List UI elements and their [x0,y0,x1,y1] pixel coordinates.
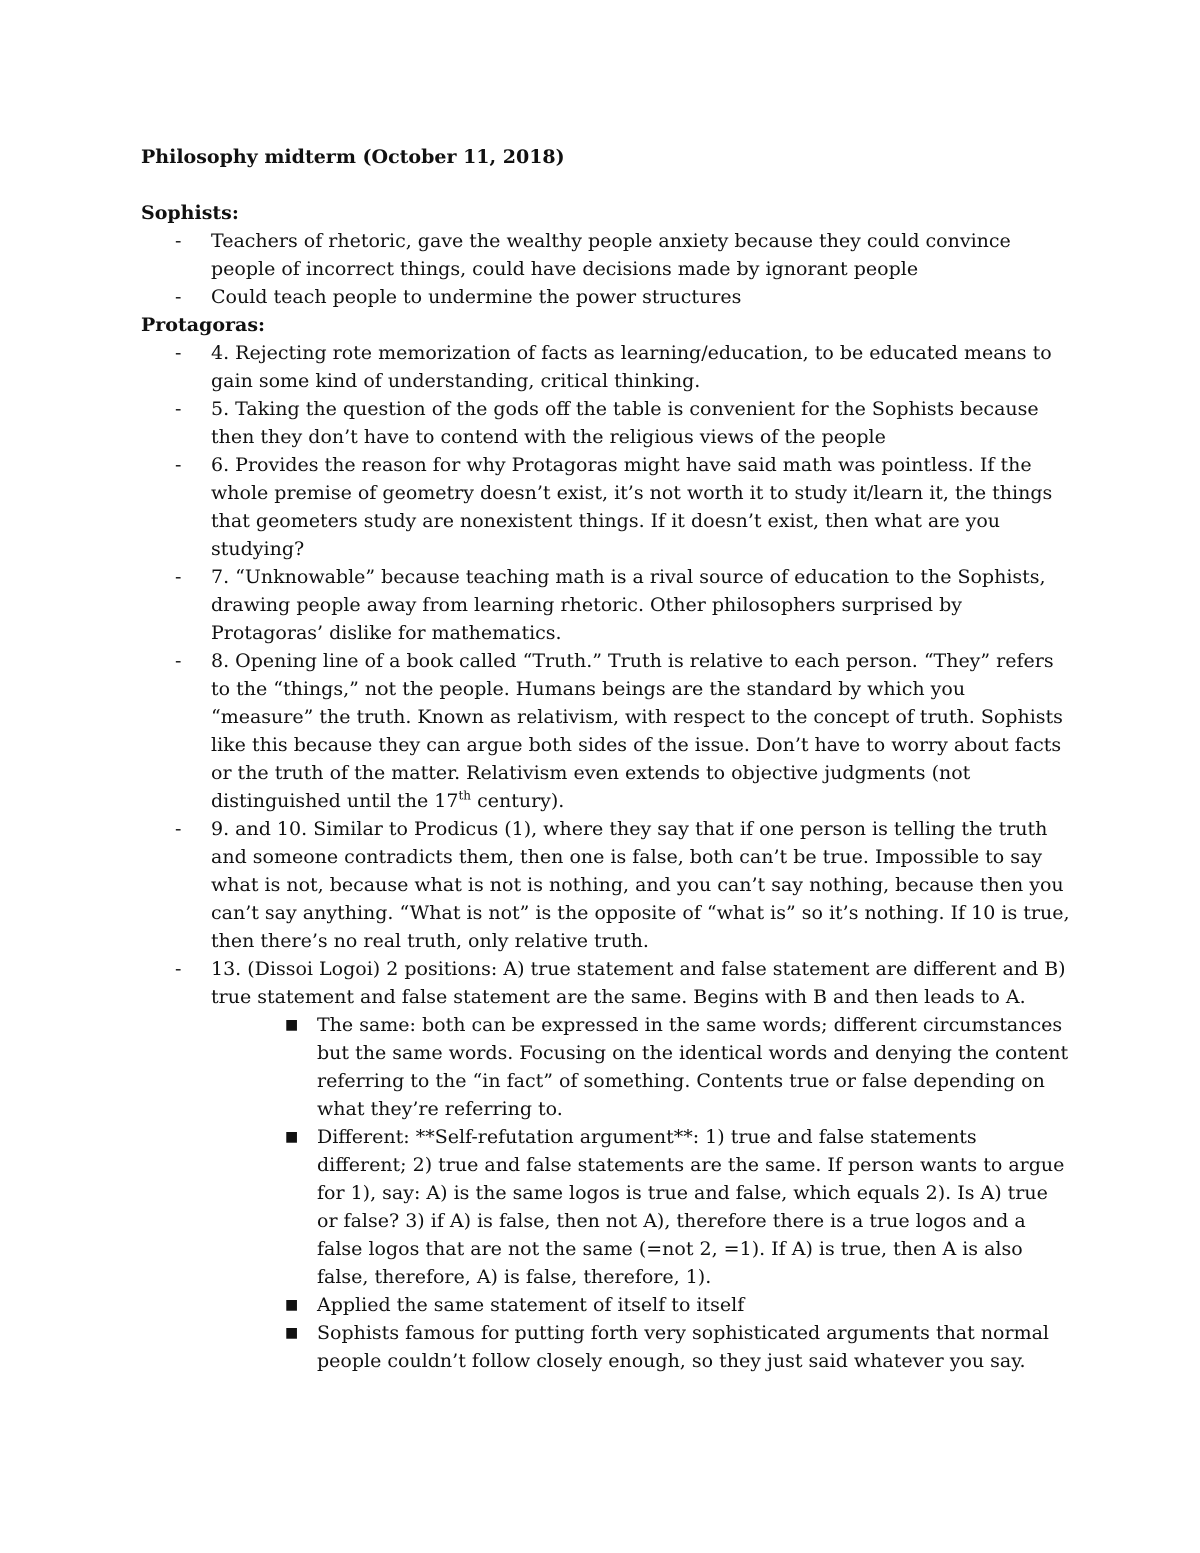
square-bullet-icon: ■ [285,1325,299,1341]
sub-list-item [141,1011,1071,1123]
dash-bullet: - [175,650,182,672]
sub-list-item [141,1291,1071,1319]
section-heading-protagoras: Protagoras: [141,314,266,336]
dash-bullet: - [175,286,182,308]
list-item-text [211,650,1063,812]
sub-list-item [141,1123,1071,1291]
square-bullet-icon: ■ [285,1297,299,1313]
list-item [141,227,1071,283]
sub-list-item-text: The same: both can be expressed in the same words; different circumstances but the same words. Focusing on the identical words and denying the content referring to the “in fact” of something. Contents true or false depending on what they’re referring to. [317,1014,1069,1120]
list-item-text: 9. and 10. Similar to Prodicus (1), where they say that if one person is telling the truth and someone contradicts them, then one is false, both can’t be true. Impossible to say what is not, because what is not is nothing, and you can’t say nothing, because then you can’t say anything. “What is not” is the opposite of “what is” so it’s nothing. If 10 is true, then there’s no real truth, only relative truth. [211,818,1070,952]
list-item-text: Teachers of rhetoric, gave the wealthy people anxiety because they could convince people of incorrect things, could have decisions made by ignorant people [211,230,1011,280]
dash-bullet: - [175,566,182,588]
list-item-text-part: century). [471,790,565,812]
dash-bullet: - [175,342,182,364]
dash-bullet: - [175,454,182,476]
list-item-text: 13. (Dissoi Logoi) 2 positions: A) true statement and false statement are different and B) true statement and false statement are the same. Begins with B and then leads to A. [211,958,1066,1008]
dash-bullet: - [175,818,182,840]
list-item-text: 7. “Unknowable” because teaching math is a rival source of education to the Sophists, drawing people away from learning rhetoric. Other philosophers surprised by Protagoras’ dislike for mathematics. [211,566,1046,644]
list-item [141,647,1071,815]
list-item-text-part: 8. Opening line of a book called “Truth.” Truth is relative to each person. “They” refers to the “things,” not the people. Humans beings are the standard by which you “measure” the truth. Known as relativism, with respect to the concept of truth. Sophists like this because they can argue both sides of the issue. Don’t have to worry about facts or the truth of the matter. Relativism even extends to objective judgments (not distinguished until the 17 [211,650,1063,812]
sophists-list [141,227,1071,311]
list-item [141,339,1071,395]
superscript-ordinal: th [458,788,472,803]
sub-list-item-text: Sophists famous for putting forth very sophisticated arguments that normal people couldn’t follow closely enough, so they just said whatever you say. [317,1322,1049,1372]
blank-line [141,171,1071,199]
list-item [141,815,1071,955]
list-item [141,395,1071,451]
square-bullet-icon: ■ [285,1129,299,1145]
list-item [141,283,1071,311]
dash-bullet: - [175,230,182,252]
sub-list-item-text: Applied the same statement of itself to itself [317,1294,745,1316]
section-heading-sophists: Sophists: [141,202,239,224]
list-item-text: 6. Provides the reason for why Protagoras might have said math was pointless. If the whole premise of geometry doesn’t exist, it’s not worth it to study it/learn it, the things that geometers study are nonexistent things. If it doesn’t exist, then what are you studying? [211,454,1053,560]
list-item [141,451,1071,563]
list-item-text: Could teach people to undermine the power structures [211,286,742,308]
document-title: Philosophy midterm (October 11, 2018) [141,146,565,168]
list-item-text: 4. Rejecting rote memorization of facts as learning/education, to be educated means to gain some kind of understanding, critical thinking. [211,342,1052,392]
sub-list-item-text: Different: **Self-refutation argument**: 1) true and false statements different; 2) true and false statements are the same. If person wants to argue for 1), say: A) is the same logos is true and false, which equals 2). Is A) true or false? 3) if A) is false, then not A), therefore there is a true logos and a false logos that are not the same (=not 2, =1). If A) is true, then A is also false, therefore, A) is false, therefore, 1). [317,1126,1065,1288]
protagoras-list [141,339,1071,1011]
list-item [141,955,1071,1011]
document-body [141,143,1071,1375]
square-bullet-icon: ■ [285,1017,299,1033]
sub-list-item [141,1319,1071,1375]
dissoi-logoi-sublist [141,1011,1071,1375]
dash-bullet: - [175,958,182,980]
list-item [141,563,1071,647]
dash-bullet: - [175,398,182,420]
list-item-text: 5. Taking the question of the gods off the table is convenient for the Sophists because then they don’t have to contend with the religious views of the people [211,398,1039,448]
